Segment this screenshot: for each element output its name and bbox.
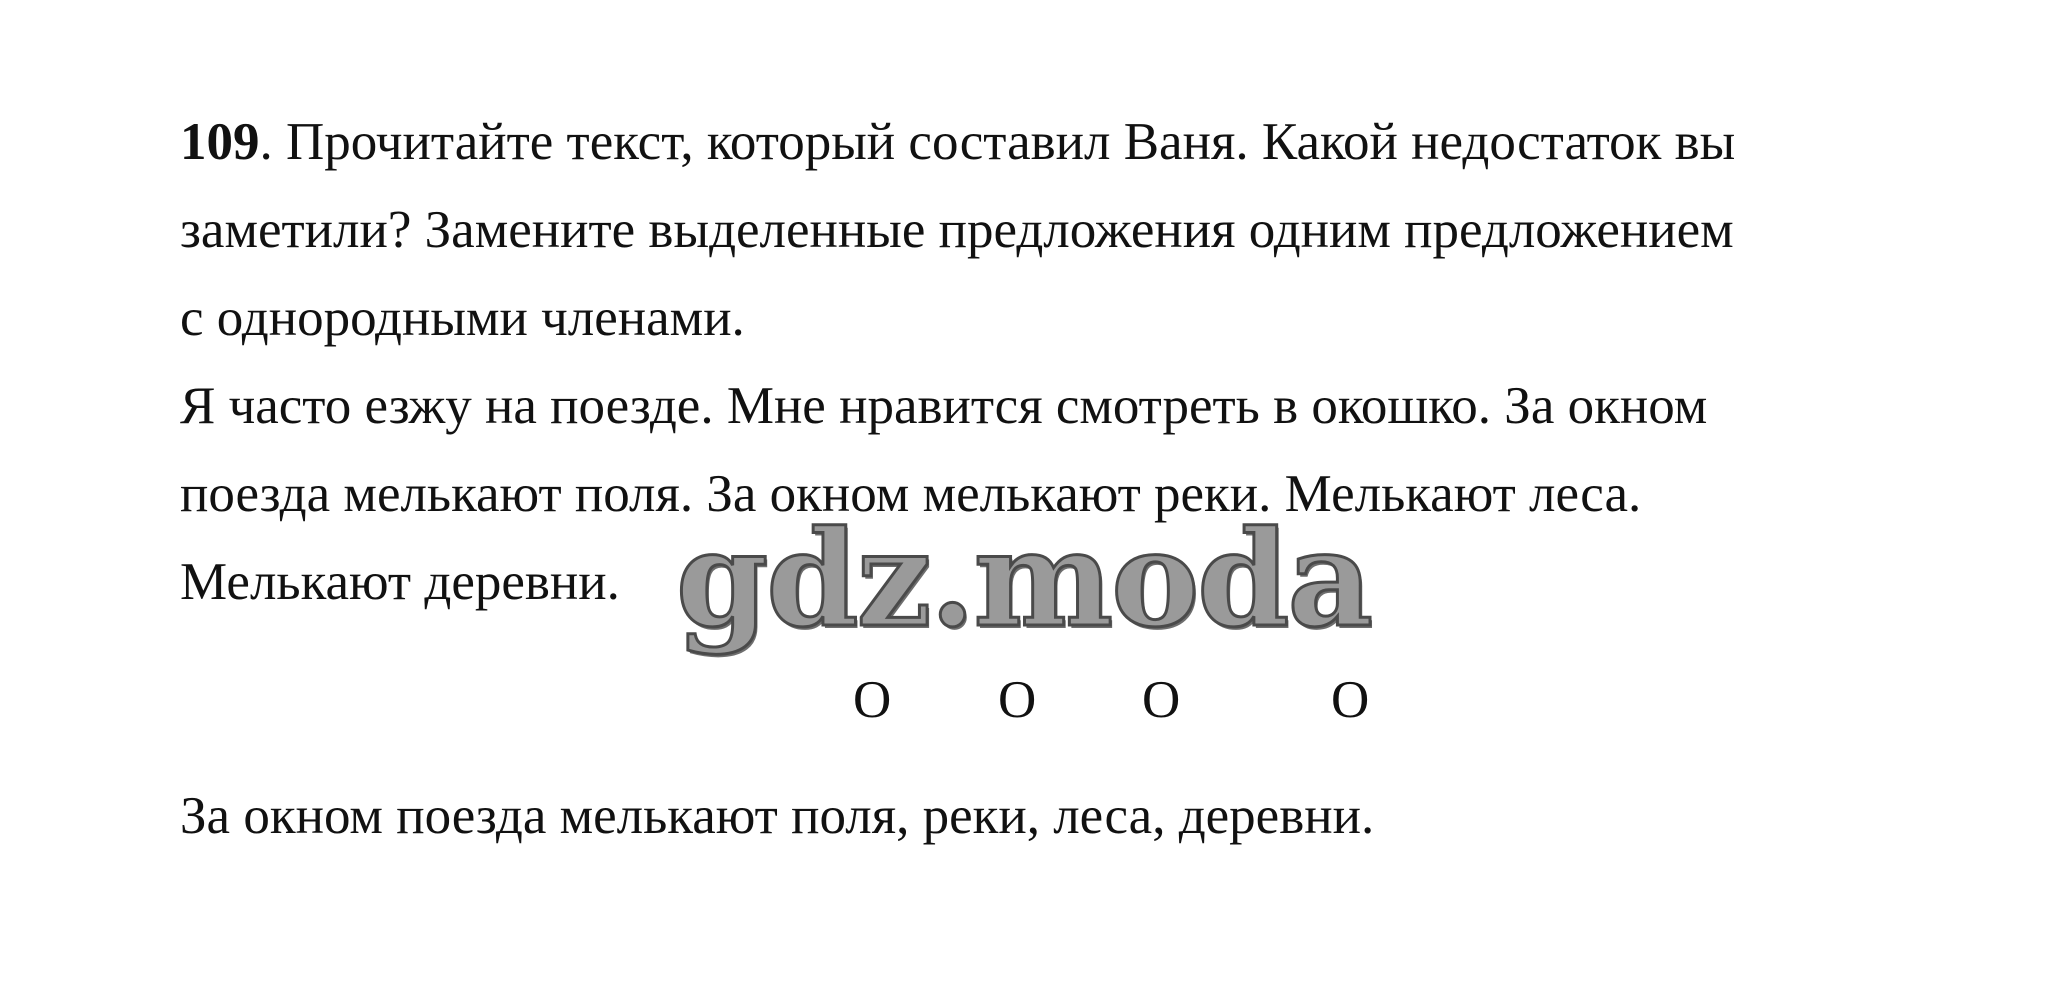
homogeneous-member-marker: О xyxy=(998,671,1037,729)
answer-sentence: За окном поезда мелькают поля, реки, леса, деревни. xyxy=(180,787,1375,845)
source-text-line-1: Я часто езжу на поезде. Мне нравится смотреть в окошко. За окном xyxy=(180,377,1708,435)
site-watermark: gdz.moda xyxy=(676,502,1372,657)
task-text-1: . Прочитайте текст, который составил Ваня. Какой недостаток вы xyxy=(259,113,1736,171)
task-number: 109 xyxy=(180,113,260,171)
source-text-line-3: Мелькают деревни. xyxy=(180,553,620,611)
task-line-2: заметили? Замените выделенные предложения одним предложением xyxy=(180,201,1734,259)
source-text-line-2: поезда мелькают поля. За окном мелькают реки. Мелькают леса. xyxy=(180,465,1642,523)
task-line-1 xyxy=(180,112,1735,172)
task-line-3: с однородными членами. xyxy=(180,289,745,347)
homogeneous-member-marker: О xyxy=(853,671,892,729)
homogeneous-member-marker: О xyxy=(1331,671,1370,729)
homogeneous-member-marker: О xyxy=(1142,671,1181,729)
